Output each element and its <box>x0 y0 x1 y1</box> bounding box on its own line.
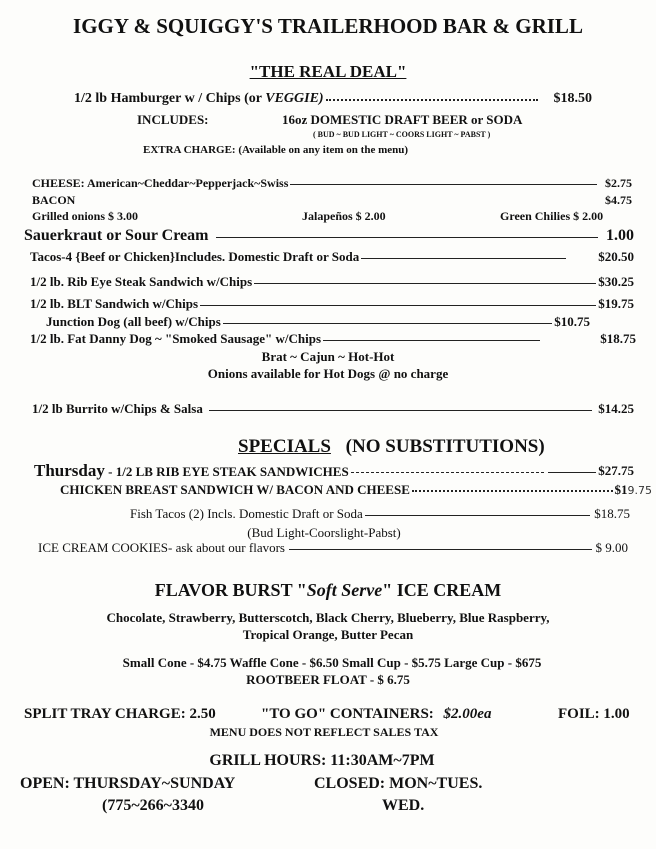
sales-tax-note: MENU DOES NOT REFLECT SALES TAX <box>209 725 439 739</box>
menu-item-tacos <box>30 249 634 265</box>
special-ice-cream-cookies <box>38 540 628 556</box>
cookies-label: ICE CREAM COOKIES- ask about our flavors <box>38 540 285 555</box>
phone-number: (775~266~3340 <box>102 797 204 814</box>
leader-line <box>254 283 596 284</box>
menu-item-junction-dog <box>46 314 590 330</box>
to-go-price: $2.00ea <box>443 706 492 722</box>
burger-price: $18.50 <box>553 91 592 106</box>
ice-cream-heading-c: " ICE CREAM <box>382 580 502 600</box>
chilies-price: Green Chilies $ 2.00 <box>500 209 604 223</box>
item-price: $19.75 <box>598 296 634 311</box>
bacon-price: $4.75 <box>605 193 632 207</box>
item-label: 1/2 lb Burrito w/Chips & Salsa <box>32 401 203 416</box>
burger-veggie: VEGGIE) <box>265 91 324 106</box>
item-price: $14.25 <box>598 401 634 416</box>
item-label: 1/2 lb. Fat Danny Dog ~ "Smoked Sausage" w/Chips <box>30 331 322 346</box>
menu-item-burrito <box>32 401 634 417</box>
ice-cream-heading <box>0 580 656 601</box>
special-chicken <box>60 482 652 498</box>
extra-charge-note: EXTRA CHARGE: (Available on any item on the menu) <box>143 144 409 156</box>
chicken-label: CHICKEN BREAST SANDWICH W/ BACON AND CHEESE <box>60 482 410 497</box>
item-price: $10.75 <box>554 314 590 329</box>
to-go-label: "TO GO" CONTAINERS: <box>261 706 434 722</box>
real-deal-heading: "THE REAL DEAL" <box>249 62 407 81</box>
kraut-price: 1.00 <box>606 227 634 244</box>
leader-line <box>209 410 592 411</box>
kraut-label: Sauerkraut or Sour Cream <box>24 227 209 244</box>
fish-beers: (Bud Light-Coorslight-Pabst) <box>247 525 401 540</box>
special-thursday <box>34 461 634 481</box>
specials-title: SPECIALS <box>238 436 331 457</box>
includes-label: INCLUDES: <box>137 112 209 127</box>
thursday-price: $27.75 <box>598 463 634 478</box>
leader-line <box>351 472 545 473</box>
cone-sizes: Small Cone - $4.75 Waffle Cone - $6.50 Small Cup - $5.75 Large Cup - $675 <box>122 655 542 670</box>
rootbeer-float: ROOTBEER FLOAT - $ 6.75 <box>246 672 410 687</box>
burger-row <box>74 91 592 107</box>
beer-list: ( BUD ~ BUD LIGHT ~ COORS LIGHT ~ PABST ) <box>313 130 491 139</box>
leader-dots <box>412 490 613 492</box>
ice-cream-heading-a: FLAVOR BURST " <box>154 580 307 600</box>
menu-item-rib-eye <box>30 274 634 290</box>
ice-cream-heading-b: Soft Serve <box>306 580 383 600</box>
leader-line <box>200 305 596 306</box>
menu-item-blt <box>30 296 634 312</box>
item-label: Tacos-4 {Beef or Chicken}Includes. Domestic Draft or Soda <box>30 249 360 264</box>
leader-line <box>365 515 590 516</box>
leader-line <box>216 237 598 238</box>
cheese-row <box>32 176 632 191</box>
leader-line <box>323 340 540 341</box>
spacer <box>77 201 603 202</box>
item-price: $18.75 <box>600 331 636 346</box>
dog-onions-note: Onions available for Hot Dogs @ no charge <box>207 366 449 381</box>
dog-styles: Brat ~ Cajun ~ Hot-Hot <box>261 349 395 364</box>
closed-wednesday: WED. <box>382 797 425 814</box>
split-tray-charge: SPLIT TRAY CHARGE: 2.50 <box>24 706 216 722</box>
menu-item-fat-danny <box>30 331 636 347</box>
cheese-label: CHEESE: American~Cheddar~Pepperjack~Swiss <box>32 176 289 190</box>
includes-text: 16oz DOMESTIC DRAFT BEER or SODA <box>282 112 523 127</box>
fish-label: Fish Tacos (2) Incls. Domestic Draft or Soda <box>130 506 363 521</box>
leader-line <box>361 258 566 259</box>
item-label: 1/2 lb. BLT Sandwich w/Chips <box>30 296 198 311</box>
item-label: Junction Dog (all beef) w/Chips <box>46 314 221 329</box>
item-label: 1/2 lb. Rib Eye Steak Sandwich w/Chips <box>30 274 253 289</box>
burger-label: 1/2 lb Hamburger w / Chips (or <box>74 91 266 106</box>
item-price: $30.25 <box>598 274 634 289</box>
chicken-price: $1 <box>614 482 628 497</box>
leader-dots <box>326 99 538 101</box>
leader-line <box>290 184 597 185</box>
thursday-day: Thursday <box>34 461 105 480</box>
chicken-price-handwritten: 9.75 <box>627 484 652 497</box>
open-days: OPEN: THURSDAY~SUNDAY <box>20 775 236 792</box>
jalapenos-price: Jalapeños $ 2.00 <box>302 209 386 223</box>
bacon-label: BACON <box>32 193 76 207</box>
fish-price: $18.75 <box>594 506 630 521</box>
special-fish-tacos <box>130 506 630 522</box>
foil-charge: FOIL: 1.00 <box>558 706 630 722</box>
leader-line <box>548 472 596 473</box>
thursday-label: - 1/2 LB RIB EYE STEAK SANDWICHES <box>104 464 349 479</box>
specials-subtitle: (NO SUBSTITUTIONS) <box>345 436 545 457</box>
leader-line <box>223 323 552 324</box>
item-price: $20.50 <box>598 249 634 264</box>
flavors-line-1: Chocolate, Strawberry, Butterscotch, Black Cherry, Blueberry, Blue Raspberry, <box>106 610 550 625</box>
leader-line <box>289 549 592 550</box>
cookies-price: $ 9.00 <box>595 540 628 555</box>
to-go-containers <box>261 706 491 723</box>
flavors-line-2: Tropical Orange, Butter Pecan <box>242 627 414 642</box>
specials-heading <box>238 436 545 458</box>
menu-title: IGGY & SQUIGGY'S TRAILERHOOD BAR & GRILL <box>73 14 583 38</box>
onions-price: Grilled onions $ 3.00 <box>32 209 139 223</box>
kraut-row <box>24 227 634 245</box>
cheese-price: $2.75 <box>605 176 632 190</box>
grill-hours: GRILL HOURS: 11:30AM~7PM <box>209 752 435 769</box>
bacon-row <box>32 193 632 208</box>
closed-days: CLOSED: MON~TUES. <box>314 775 483 792</box>
